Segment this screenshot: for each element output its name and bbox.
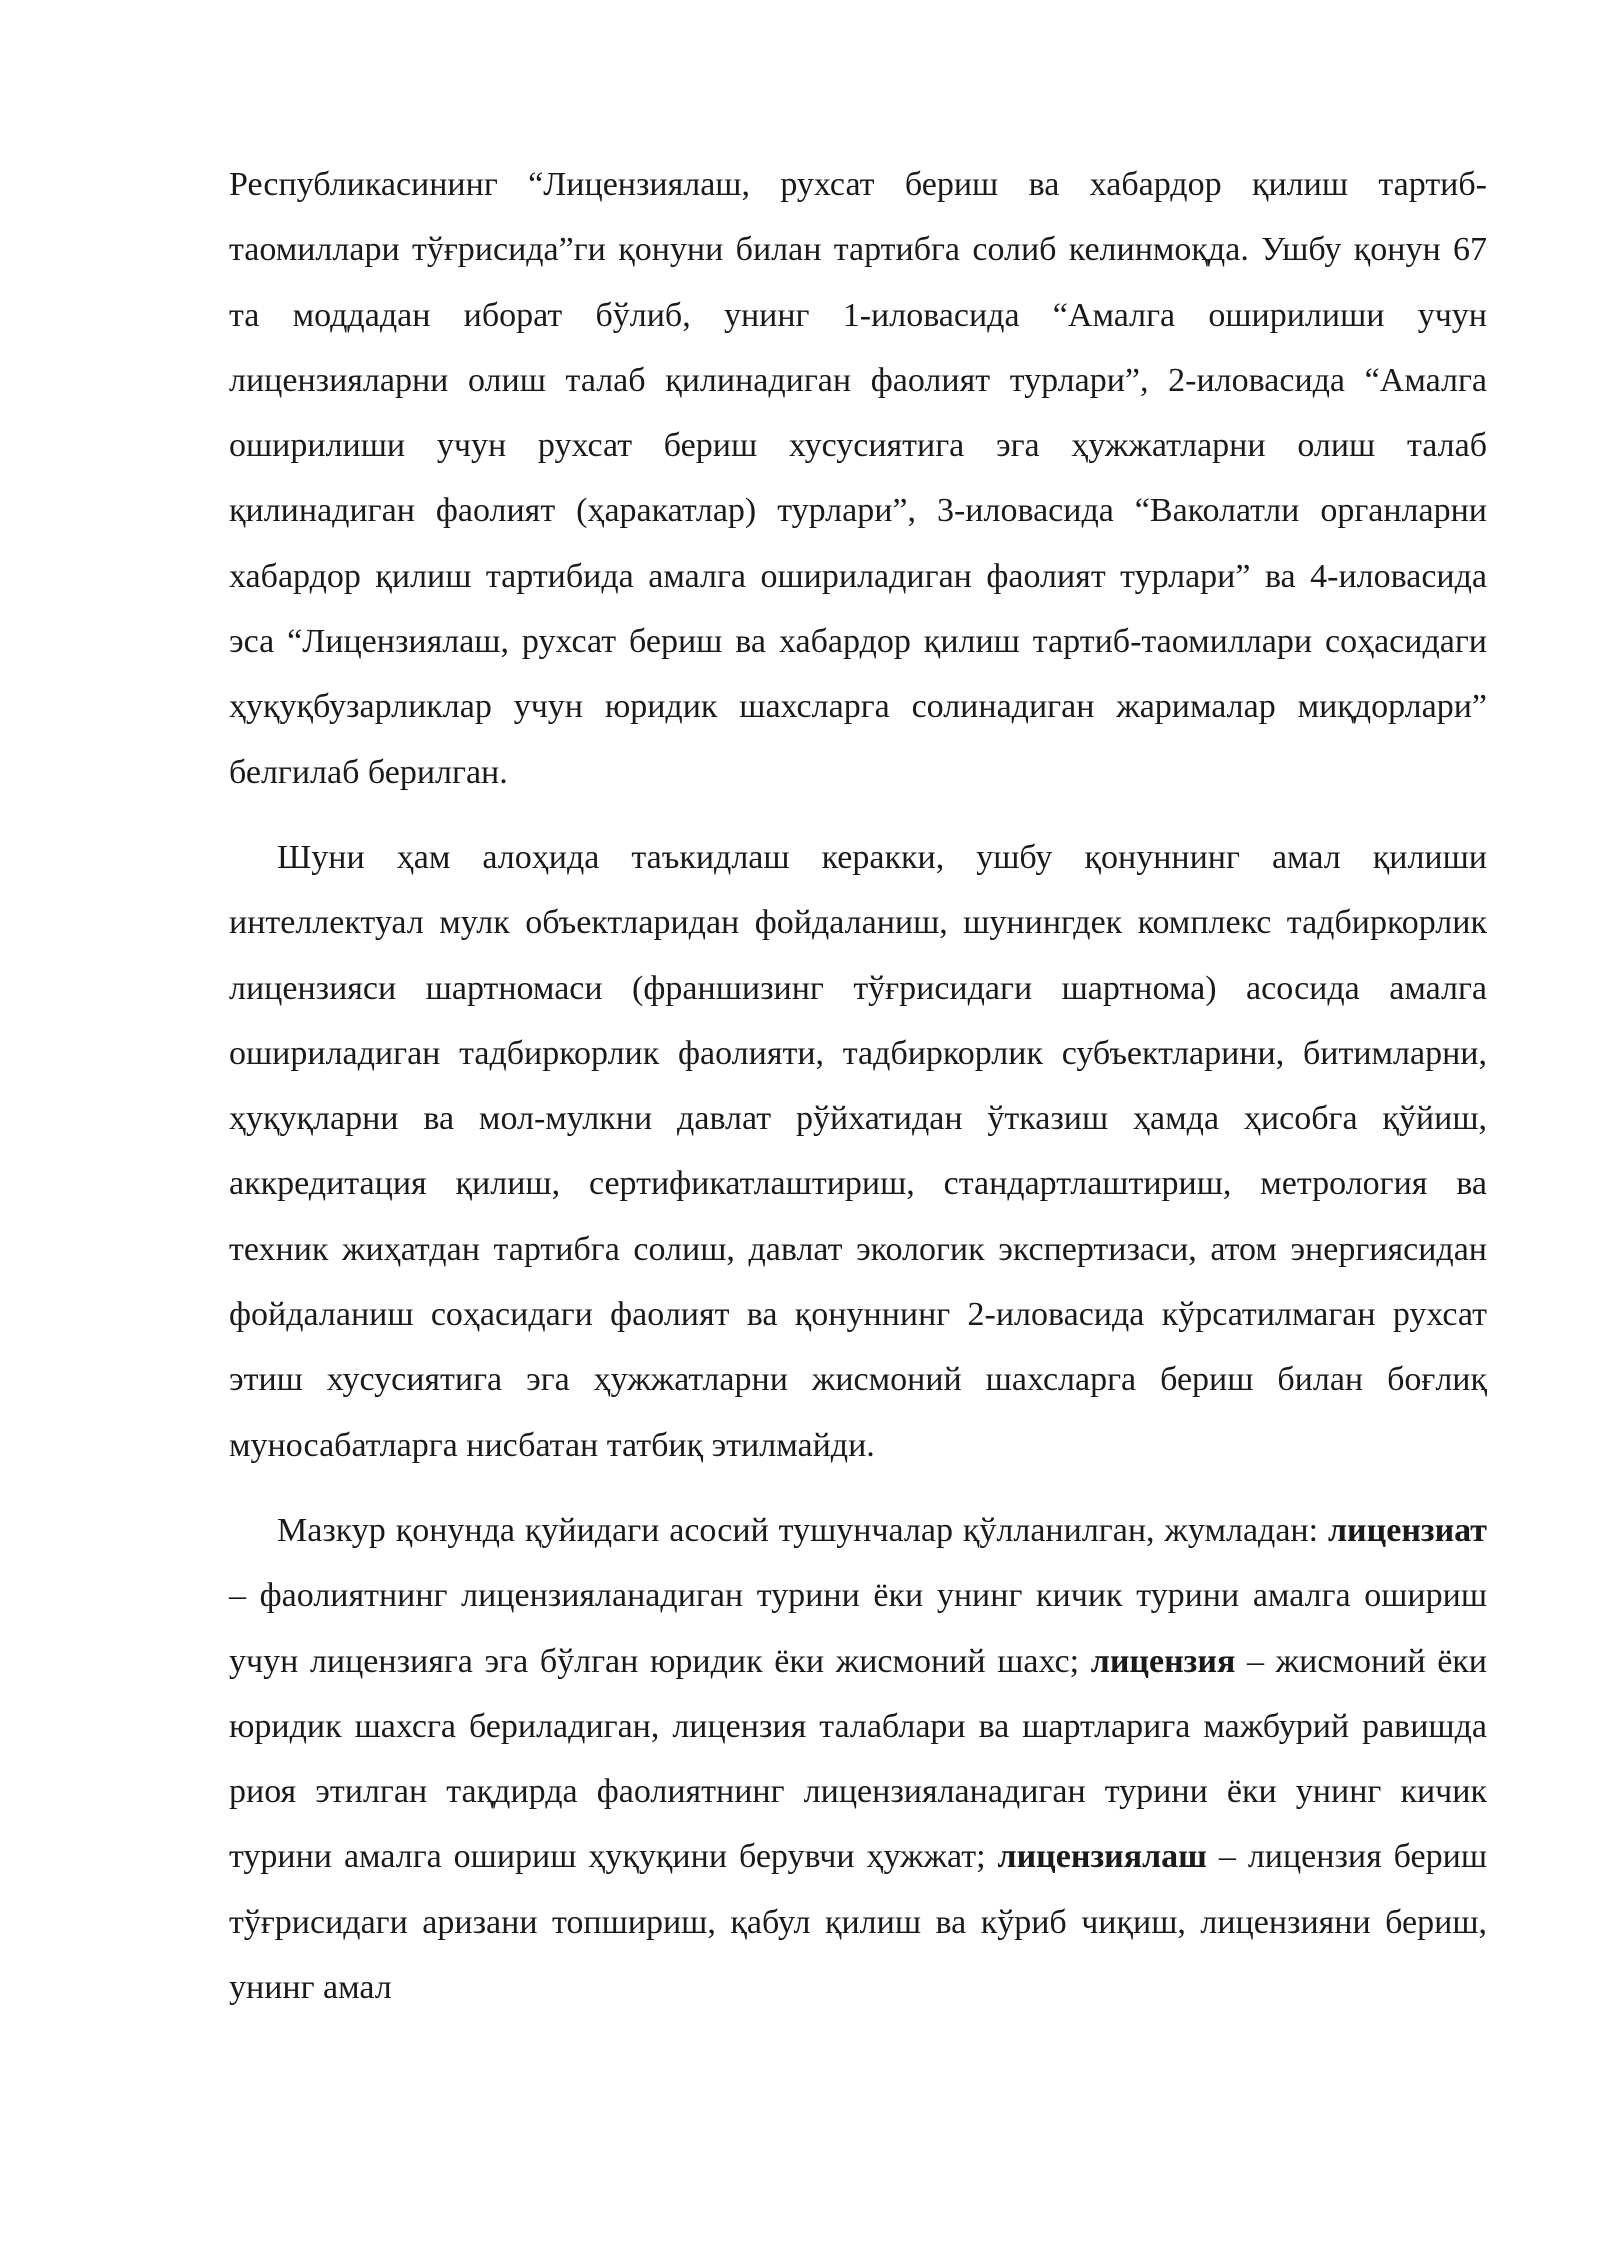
document-body [229, 152, 1487, 2020]
definition-litsenziya: – жисмоний ёки юридик шахсга бериладиган, лицензия талаблари ва шартларига мажбурий равишда риоя этилган тақдирда фаолиятнинг лицензияланадиган турини ёки унинг кичик турини амалга ошириш ҳуқуқини берувчи ҳужжат; [229, 1642, 1487, 1876]
term-litsenziat: лицензиат [1327, 1511, 1487, 1549]
paragraph-3 [229, 1498, 1487, 2020]
term-litsenziyalash: лицензиялаш [997, 1838, 1207, 1876]
definition-litsenziyalash: – лицензия бериш тўғрисидаги аризани топшириш, қабул қилиш ва кўриб чиқиш, лицензияни бериш, унинг амал [229, 1838, 1488, 2007]
paragraph-2: Шуни ҳам алоҳида таъкидлаш керакки, ушбу қонуннинг амал қилиши интеллектуал мулк объектларидан фойдаланиш, шунингдек комплекс тадбиркорлик лицензияси шартномаси (франшизинг тўғрисидаги шартнома) асосида амалга ошириладиган тадбиркорлик фаолияти, тадбиркорлик субъектларини, битимларни, ҳуқуқларни ва мол-мулкни давлат рўйхатидан ўтказиш ҳамда ҳисобга қўйиш, аккредитация қилиш, сертификатлаштириш, стандартлаштириш, метрология ва техник жиҳатдан тартибга солиш, давлат экологик экспертизаси, атом энергиясидан фойдаланиш соҳасидаги фаолият ва қонуннинг 2-иловасида кўрсатилмаган рухсат этиш хусусиятига эга ҳужжатларни жисмоний шахсларга бериш билан боғлиқ муносабатларга нисбатан татбиқ этилмайди. [229, 838, 1487, 1464]
definition-litsenziat: – фаолиятнинг лицензияланадиган турини ёки унинг кичик турини амалга ошириш учун лицензияга эга бўлган юридик ёки жисмоний шахс; [229, 1577, 1487, 1680]
term-litsenziya: лицензия [1090, 1642, 1236, 1680]
paragraph-1: Республикасининг “Лицензиялаш, рухсат бериш ва хабардор қилиш тартиб-таомиллари тўғрисида”ги қонуни билан тартибга солиб келинмоқда. Ушбу қонун 67 та моддадан иборат бўлиб, унинг 1-иловасида “Амалга оширилиши учун лицензияларни олиш талаб қилинадиган фаолият турлари”, 2-иловасида “Амалга оширилиши учун рухсат бериш хусусиятига эга ҳужжатларни олиш талаб қилинадиган фаолият (ҳаракатлар) турлари”, 3-иловасида “Ваколатли органларни хабардор қилиш тартибида амалга ошириладиган фаолият турлари” ва 4-иловасида эса “Лицензиялаш, рухсат бериш ва хабардор қилиш тартиб-таомиллари соҳасидаги ҳуқуқбузарликлар учун юридик шахсларга солинадиган жарималар миқдорлари” белгилаб берилган. [229, 166, 1487, 791]
paragraph-3-intro: Мазкур қонунда қуйидаги асосий тушунчалар қўлланилган, жумладан: [277, 1511, 1328, 1549]
